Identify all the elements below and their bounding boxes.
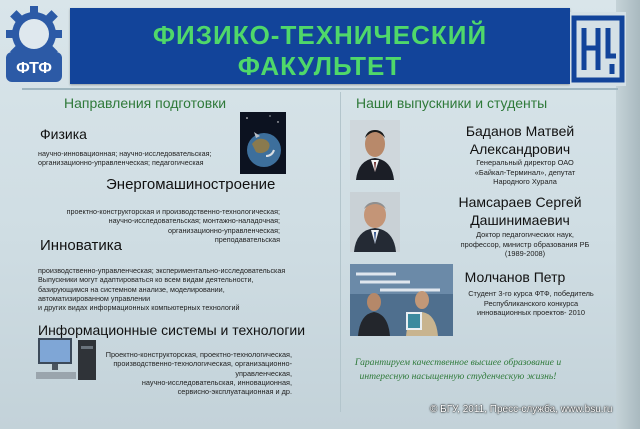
computer-image bbox=[34, 336, 100, 384]
person-1-name: Баданов Матвей Александрович bbox=[465, 123, 575, 157]
portrait-namsaraev bbox=[350, 192, 400, 252]
physics-description: научно-инновационная; научно-исследовательская; организационно-управленческая; педагогическая bbox=[38, 149, 212, 168]
innovatics-description: производственно-управленческая; экспериментально-исследовательская Выпускники могут адаптироваться ко всем видам деятельности, базирующимся на системном анализе, моделировании, автоматизированном управлении и других видах информационных компьютерных технологий bbox=[38, 266, 286, 313]
infosys-description: Проектно-конструкторская, проектно-технологическая, производственно-технологическая, организационно- управленческая, научно-исследовательская, инновационная, сервисно-эксплуатационная и др. bbox=[105, 350, 292, 397]
maze-logo bbox=[570, 12, 626, 86]
photo-molchanov-award bbox=[350, 264, 453, 336]
photo-credit: © БГУ, 2011, Пресс-служба, www.bsu.ru bbox=[430, 404, 613, 415]
motto-text: Гарантируем качественное высшее образование и интересную насыщенную студенческую жизнь! bbox=[354, 357, 562, 382]
title-line-1: ФИЗИКО-ТЕХНИЧЕСКИЙ bbox=[152, 20, 488, 50]
person-2-description: Доктор педагогических наук, профессор, министр образования РБ (1989-2008) bbox=[460, 230, 590, 258]
energy-description: проектно-конструкторская и производственно-технологическая; научно-исследовательская; монтажно-наладочная; организационно-управленческая; преподавательская bbox=[66, 207, 280, 244]
person-2-name: Намсараев Сергей Дашинимаевич bbox=[458, 194, 582, 228]
physics-title: Физика bbox=[40, 126, 87, 142]
infosys-title: Информационные системы и технологии bbox=[38, 322, 306, 338]
logo-text: ФТФ bbox=[16, 60, 52, 77]
portrait-badanov bbox=[350, 120, 400, 180]
person-1-description: Генеральный директор ОАО «Байкал-Терминал», депутат Народного Хурала bbox=[474, 158, 576, 186]
faculty-logo bbox=[0, 0, 68, 88]
graduates-heading: Наши выпускники и студенты bbox=[356, 95, 548, 111]
header-divider bbox=[22, 88, 618, 90]
person-3-description: Студент 3-го курса ФТФ, победитель Республиканского конкурса инновационных проектов- 2010 bbox=[468, 289, 594, 317]
person-3-name: Молчанов Петр bbox=[464, 269, 566, 285]
earth-image bbox=[240, 112, 286, 174]
innovatics-title: Инноватика bbox=[40, 237, 122, 254]
energy-title: Энергомашиностроение bbox=[106, 176, 276, 193]
title-line-2: ФАКУЛЬТЕТ bbox=[237, 51, 403, 81]
directions-heading: Направления подготовки bbox=[64, 95, 227, 111]
title-banner bbox=[70, 8, 570, 84]
